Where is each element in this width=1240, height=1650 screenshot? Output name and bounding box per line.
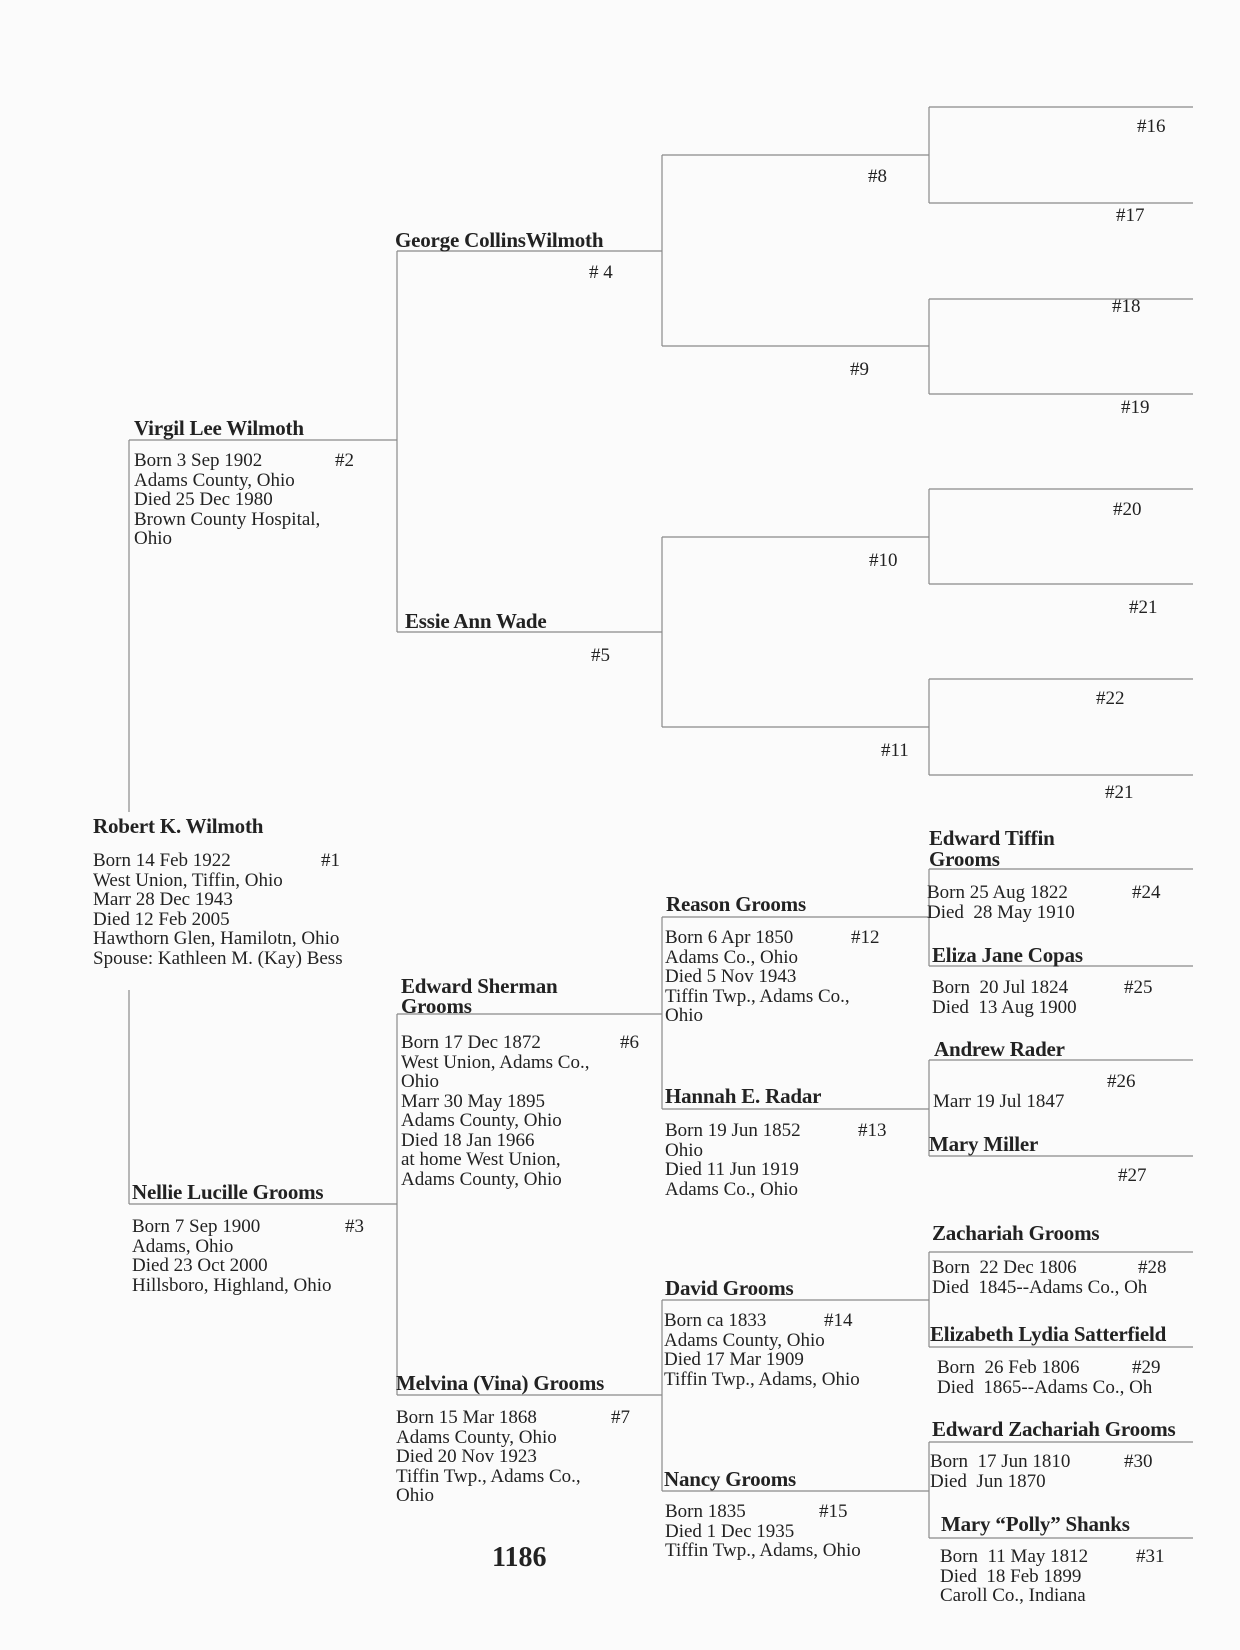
person-2-details: Born 3 Sep 1902 Adams County, Ohio Died 25 Dec 1980 Brown County Hospital, Ohio — [134, 450, 321, 549]
person-13-details: Born 19 Jun 1852 Ohio Died 11 Jun 1919 Adams Co., Ohio — [665, 1120, 801, 1200]
person-6-number: #6 — [620, 1032, 639, 1053]
person-13-number: #13 — [858, 1120, 887, 1141]
person-4-number: # 4 — [589, 262, 613, 283]
person-2-name: Virgil Lee Wilmoth — [134, 416, 304, 440]
person-15-number: #15 — [819, 1501, 848, 1522]
person-29-number: #29 — [1132, 1357, 1161, 1378]
person-27-name: Mary Miller — [929, 1132, 1039, 1156]
person-22-number: #22 — [1096, 688, 1125, 709]
page-number: 1186 — [492, 1542, 547, 1573]
person-29-details: Born 26 Feb 1806 Died 1865--Adams Co., Oh — [937, 1357, 1153, 1398]
person-5-name: Essie Ann Wade — [405, 609, 547, 633]
person-30-number: #30 — [1124, 1451, 1153, 1472]
person-10-number: #10 — [869, 550, 898, 571]
person-14-details: Born ca 1833 Adams County, Ohio Died 17 Mar 1909 Tiffin Twp., Adams, Ohio — [664, 1310, 860, 1390]
person-11-number: #11 — [881, 740, 909, 761]
person-30-details: Born 17 Jun 1810 Died Jun 1870 — [930, 1451, 1071, 1492]
person-7-number: #7 — [611, 1407, 630, 1428]
person-29-name: Elizabeth Lydia Satterfield — [930, 1322, 1167, 1346]
person-12-details: Born 6 Apr 1850 Adams Co., Ohio Died 5 Nov 1943 Tiffin Twp., Adams Co., Ohio — [665, 927, 850, 1026]
person-26-name: Andrew Rader — [934, 1037, 1065, 1061]
person-28-name: Zachariah Grooms — [932, 1221, 1100, 1245]
person-23-number: #21 — [1105, 782, 1134, 803]
person-25-details: Born 20 Jul 1824 Died 13 Aug 1900 — [932, 977, 1077, 1018]
person-18-number: #18 — [1112, 296, 1141, 317]
person-3-details: Born 7 Sep 1900 Adams, Ohio Died 23 Oct 2000 Hillsboro, Highland, Ohio — [132, 1216, 332, 1296]
person-26-number: #26 — [1107, 1071, 1136, 1092]
person-14-name: David Grooms — [665, 1276, 794, 1300]
person-15-name: Nancy Grooms — [664, 1467, 796, 1491]
person-25-name: Eliza Jane Copas — [932, 943, 1083, 967]
person-12-number: #12 — [851, 927, 880, 948]
person-28-number: #28 — [1138, 1257, 1167, 1278]
person-17-number: #17 — [1116, 205, 1145, 226]
person-27-number: #27 — [1118, 1165, 1147, 1186]
person-15-details: Born 1835 Died 1 Dec 1935 Tiffin Twp., Adams, Ohio — [665, 1501, 861, 1561]
person-20-number: #20 — [1113, 499, 1142, 520]
person-31-details: Born 11 May 1812 Died 18 Feb 1899 Caroll Co., Indiana — [940, 1546, 1089, 1606]
person-31-name: Mary “Polly” Shanks — [941, 1512, 1130, 1536]
person-31-number: #31 — [1136, 1546, 1165, 1567]
person-2-number: #2 — [335, 450, 354, 471]
person-7-name: Melvina (Vina) Grooms — [396, 1371, 605, 1395]
person-24-details: Born 25 Aug 1822 Died 28 May 1910 — [927, 882, 1075, 923]
person-7-details: Born 15 Mar 1868 Adams County, Ohio Died 20 Nov 1923 Tiffin Twp., Adams Co., Ohio — [396, 1407, 581, 1506]
person-19-number: #19 — [1121, 397, 1150, 418]
person-16-number: #16 — [1137, 116, 1166, 137]
person-14-number: #14 — [824, 1310, 853, 1331]
person-30-name: Edward Zachariah Grooms — [932, 1417, 1176, 1441]
person-28-details: Born 22 Dec 1806 Died 1845--Adams Co., Oh — [932, 1257, 1148, 1298]
person-8-number: #8 — [868, 166, 887, 187]
person-9-number: #9 — [850, 359, 869, 380]
person-13-name: Hannah E. Radar — [665, 1084, 822, 1108]
person-26-details: Marr 19 Jul 1847 — [933, 1091, 1065, 1112]
person-3-number: #3 — [345, 1216, 364, 1237]
person-12-name: Reason Grooms — [666, 892, 806, 916]
person-5-number: #5 — [591, 645, 610, 666]
person-24-number: #24 — [1132, 882, 1161, 903]
person-24-name: Edward Tiffin Grooms — [929, 826, 1055, 871]
person-25-number: #25 — [1124, 977, 1153, 998]
person-6-name: Edward Sherman Grooms — [401, 974, 558, 1018]
person-1-name: Robert K. Wilmoth — [93, 814, 264, 838]
person-6-details: Born 17 Dec 1872 West Union, Adams Co., Ohio Marr 30 May 1895 Adams County, Ohio Died 18 Jan 1966 at home West Union, Adams County, Ohio — [401, 1032, 590, 1190]
person-1-number: #1 — [321, 850, 340, 871]
person-3-name: Nellie Lucille Grooms — [132, 1180, 324, 1204]
person-4-name: George CollinsWilmoth — [395, 228, 604, 252]
person-21-number: #21 — [1129, 597, 1158, 618]
person-1-details: Born 14 Feb 1922 West Union, Tiffin, Ohio Marr 28 Dec 1943 Died 12 Feb 2005 Hawthorn Glen, Hamilotn, Ohio Spouse: Kathleen M. (Kay) Bess — [93, 850, 343, 969]
